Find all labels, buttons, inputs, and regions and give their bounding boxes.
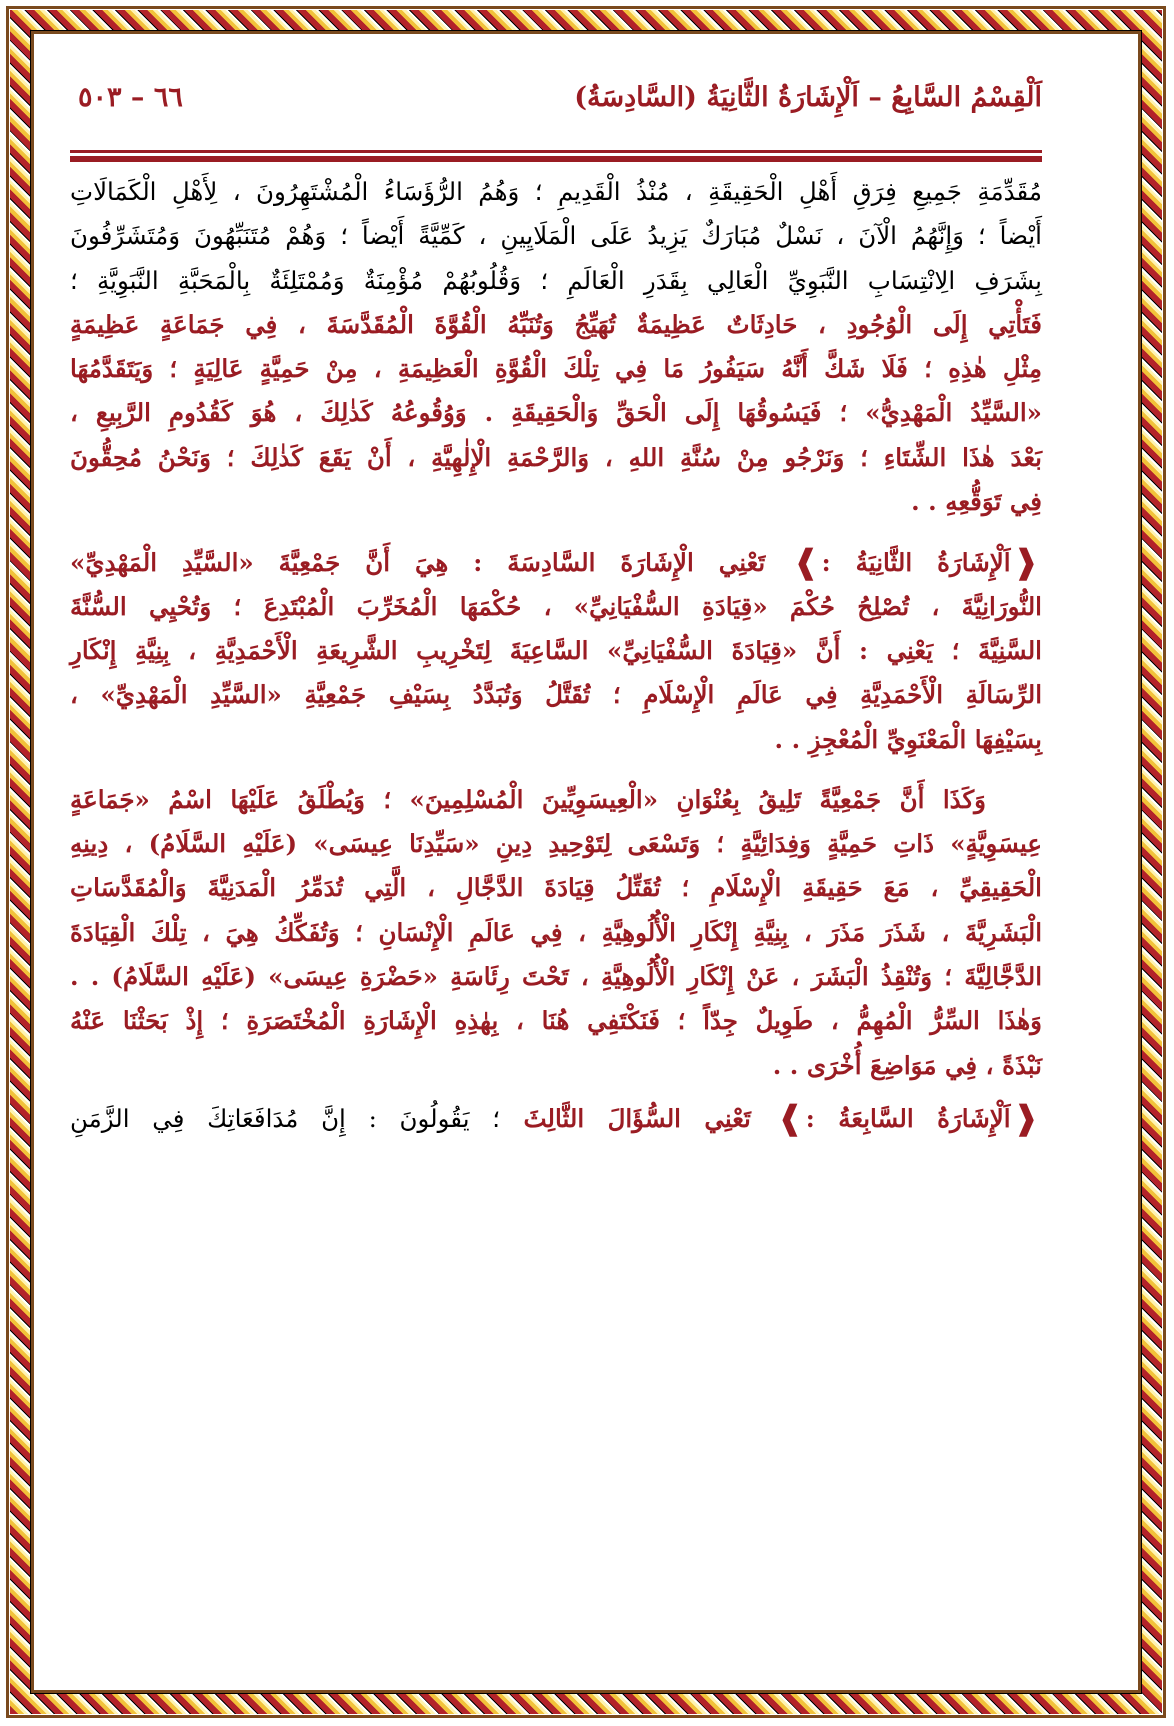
text-line-highlighted: بَعْدَ هٰذَا الشِّتَاءِ ؛ وَنَرْجُو مِنْ سُنَّةِ اللهِ ، وَالرَّحْمَةِ الْإِلٰهِيَّةِ ، أَنْ يَقَعَ كَذٰلِكَ ؛ وَنَحْنُ مُحِقُّونَ (70, 442, 1042, 472)
paragraph-gap (70, 524, 1042, 540)
paragraph-3 (70, 778, 1042, 1088)
text-line-highlighted: الْبَشَرِيَّةَ ، شَذَرَ مَذَرَ ، بِنِيَّةِ إِنْكَارِ الْأُلُوهِيَّةِ ، فِي عَالَمِ الْإِنْسَانِ ؛ وَتُفَكِّكُ هِيَ ، تِلْكَ الْقِيَادَةَ (70, 917, 1042, 947)
section-heading-line (70, 540, 1042, 584)
section-heading-line (70, 1096, 1042, 1140)
paragraph-2 (70, 540, 1042, 761)
text-line-highlighted: الْحَقِيقِيِّ ، مَعَ حَقِيقَةِ الْإِسْلَامِ ؛ تُقَتِّلُ قِيَادَةَ الدَّجَّالِ ، الَّتِي تُدَمِّرُ الْمَدَنِيَّةَ وَالْمُقَدَّسَاتِ (70, 873, 1042, 903)
ornament-open-bracket-icon: ❰ (1014, 1098, 1039, 1137)
header-rule-thick (70, 156, 1042, 162)
ornament-close-bracket-icon: ❱ (794, 542, 818, 581)
text-line-highlighted: بِسَيْفِهَا الْمَعْنَوِيِّ الْمُعْجِزِ . . (774, 724, 1042, 754)
book-page (70, 60, 1042, 1137)
text-line-highlighted: فِي تَوَقُّعِهِ . . (911, 487, 1042, 517)
page-header (70, 60, 1042, 120)
text-line-highlighted: «السَّيِّدُ الْمَهْدِيُّ» ؛ فَيَسُوقُهَا إِلَى الْحَقِّ وَالْحَقِيقَةِ . وَوُقُوعُهُ كَذٰلِكَ ، هُوَ كَقُدُومِ الرَّبِيعِ ، (70, 398, 1042, 428)
section-heading-seventh-sign: اَلْإِشَارَةُ السَّابِعَةُ : (805, 1103, 1011, 1133)
header-rule-thin (70, 150, 1042, 153)
text-line: بِشَرَفِ الِانْتِسَابِ النَّبَوِيِّ الْعَالِي بِقَدَرِ الْعَالَمِ ؛ وَقُلُوبُهُمْ مُؤْمِنَةٌ وَمُمْتَلِئَةٌ بِالْمَحَبَّةِ النَّبَوِيَّةِ ؛ (70, 265, 1042, 295)
text-line-highlighted: وَكَذَا أَنَّ جَمْعِيَّةً تَلِيقُ بِعُنْوَانِ «الْعِيسَوِيِّينَ الْمُسْلِمِينَ» ؛ وَيُطْلَقُ عَلَيْهَا اسْمُ «جَمَاعَةٍ (70, 784, 986, 814)
page-number-range: ٦٦ – ٥٠٣ (78, 82, 183, 113)
text-line-highlighted: مِثْلِ هٰذِهِ ؛ فَلَا شَكَّ أَنَّهُ سَيَفُورُ مَا فِي تِلْكَ الْقُوَّةِ الْعَظِيمَةِ ، مِنْ حَمِيَّةٍ عَالِيَةٍ ؛ وَيَتَقَدَّمُهَا (70, 354, 1042, 384)
text-line-highlighted: فَتَأْتِي إِلَى الْوُجُودِ ، حَادِثَاتٌ عَظِيمَةٌ تُهَيِّجُ وَتُنَبِّهُ الْقُوَّةَ الْمُقَدَّسَةَ ، فِي جَمَاعَةٍ عَظِيمَةٍ (70, 309, 1042, 339)
text-line-highlighted: الرِّسَالَةِ الْأَحْمَدِيَّةِ فِي عَالَمِ الْإِسْلَامِ ؛ تُقَتَّلُ وَتُبَدَّدُ بِسَيْفِ جَمْعِيَّةِ «السَّيِّدِ الْمَهْدِيِّ» ، (70, 680, 1042, 710)
page-body (70, 170, 1042, 1140)
ornament-close-bracket-icon: ❱ (778, 1098, 802, 1137)
text-line-highlighted: عِيسَوِيَّةٍ» ذَاتِ حَمِيَّةٍ وَفِدَائِيَّةٍ ؛ وَتَسْعَى لِتَوْحِيدِ دِينِ «سَيِّدِنَا عِيسَى» (عَلَيْهِ السَّلَامُ) ، دِينِهِ (70, 829, 1042, 859)
text-line-highlighted: نَبْذَةً ، فِي مَوَاضِعَ أُخْرَى . . (772, 1050, 1042, 1080)
text-line-highlighted: النُّورَانِيَّةَ ، تُصْلِحُ حُكْمَ «قِيَادَةِ السُّفْيَانِيِّ» ، حُكْمَهَا الْمُخَرِّبَ الْمُبْتَدِعَ ؛ وَتُحْيِي السُّنَّةَ (70, 591, 1042, 621)
paragraph-4 (70, 1096, 1042, 1140)
text-line: مُقَدِّمَةِ جَمِيعِ فِرَقِ أَهْلِ الْحَقِيقَةِ ، مُنْذُ الْقَدِيمِ ؛ وَهُمُ الرُّؤَسَاءُ الْمُشْتَهِرُونَ ، لِأَهْلِ الْكَمَالَاتِ (70, 177, 1042, 206)
paragraph-gap (70, 1088, 1042, 1096)
text-line-highlighted: الدَّجَّالِيَّةَ ؛ وَتُنْقِذُ الْبَشَرَ ، عَنْ إِنْكَارِ الْأُلُوهِيَّةِ ، تَحْتَ رِئَاسَةِ «حَضْرَةِ عِيسَى» (عَلَيْهِ السَّلَامُ) . . (70, 962, 1042, 992)
paragraph-gap (70, 762, 1042, 778)
text-segment: ؛ يَقُولُونَ : إِنَّ مُدَافَعَاتِكَ فِي الزَّمَنِ (70, 1103, 501, 1133)
text-segment-highlighted: تَعْنِي السُّؤَالَ الثَّالِثَ (523, 1103, 751, 1133)
text-line: أَيْضاً ؛ وَإِنَّهُمُ الْآنَ ، نَسْلٌ مُبَارَكٌ يَزِيدُ عَلَى الْمَلَايِينِ ، كَمِّيَّةً أَيْضاً ؛ وَهُمْ مُتَنَبِّهُونَ وَمُتَشَرِّفُونَ (70, 221, 1042, 251)
ornament-open-bracket-icon: ❰ (1014, 542, 1038, 581)
text-segment: تَعْنِي الْإِشَارَةَ السَّادِسَةَ : هِيَ أَنَّ جَمْعِيَّةَ «السَّيِّدِ الْمَهْدِيِّ» (70, 548, 766, 578)
text-line-highlighted: السَّنِيَّةَ ؛ يَعْنِي : أَنَّ «قِيَادَةَ السُّفْيَانِيِّ» السَّاعِيَةَ لِتَخْرِيبِ الشَّرِيعَةِ الْأَحْمَدِيَّةِ ، بِنِيَّةِ إِنْكَارِ (70, 635, 1042, 665)
paragraph-1 (70, 170, 1042, 524)
text-line-highlighted: وَهٰذَا السِّرُّ الْمُهِمُّ ، طَوِيلٌ جِدّاً ؛ فَنَكْتَفِي هُنَا ، بِهٰذِهِ الْإِشَارَةِ الْمُخْتَصَرَةِ ؛ إِذْ بَحَثْنَا عَنْهُ (70, 1006, 1042, 1036)
section-heading-second-sign: اَلْإِشَارَةُ الثَّانِيَةُ : (821, 548, 1011, 578)
chapter-title: اَلْقِسْمُ السَّابِعُ – اَلْإِشَارَةُ الثَّانِيَةُ (السَّادِسَةُ) (574, 82, 1042, 113)
